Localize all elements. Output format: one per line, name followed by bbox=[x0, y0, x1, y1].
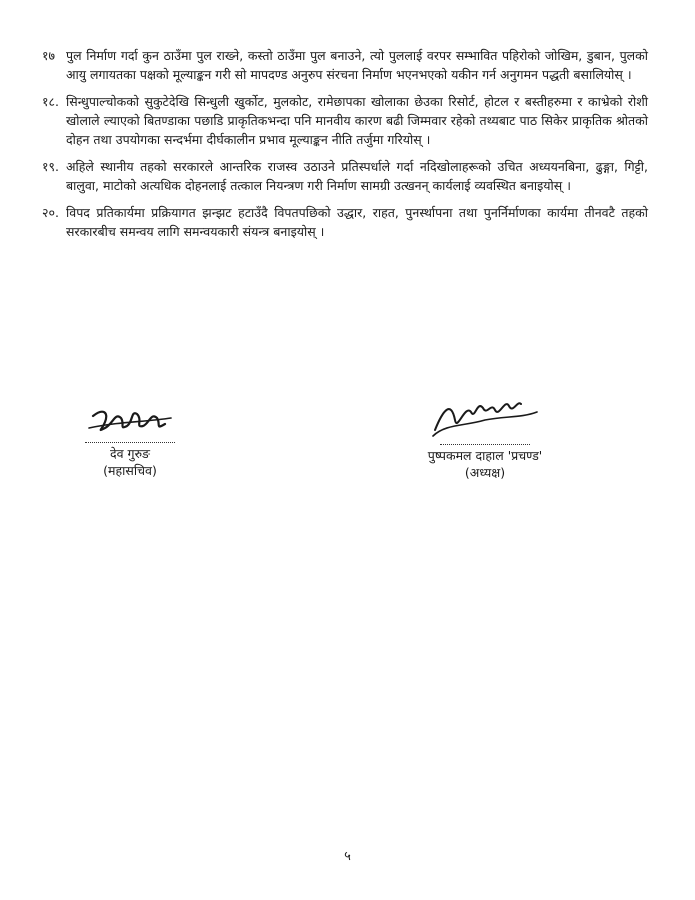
handwritten-signature-icon bbox=[75, 398, 185, 442]
handwritten-signature-icon bbox=[425, 390, 545, 444]
list-item bbox=[42, 46, 648, 84]
signatory-role: (महासचिव) bbox=[103, 463, 157, 478]
page-number: ५ bbox=[344, 849, 351, 864]
signature-block-left bbox=[60, 398, 200, 479]
list-item bbox=[42, 92, 648, 149]
item-number: १९. bbox=[42, 159, 59, 174]
signature-line bbox=[440, 444, 530, 445]
signature-line bbox=[85, 442, 175, 443]
item-text: अहिले स्थानीय तहको सरकारले आन्तरिक राजस्व उठाउने प्रतिस्पर्धाले गर्दा नदिखोलाहरूको उचित अध्ययनबिना, ढुङ्गा, गिट्टी, बालुवा, माटोको अत्यधिक दोहनलाई तत्काल नियन्त्रण गरी निर्माण सामग्री उत्खनन् कार्यलाई व्यवस्थित बनाइयोस् । bbox=[66, 159, 648, 193]
signatory-name: देव गुरुङ bbox=[109, 446, 151, 461]
list-item bbox=[42, 203, 648, 241]
item-number: १७ bbox=[42, 48, 56, 63]
signatory-role: (अध्यक्ष) bbox=[464, 465, 506, 480]
item-text: पुल निर्माण गर्दा कुन ठाउँमा पुल राख्ने, कस्तो ठाउँमा पुल बनाउने, त्यो पुललाई वरपर सम्भावित पहिरोको जोखिम, डुबान, पुलको आयु लगायतका पक्षको मूल्याङ्कन गरी सो मापदण्ड अनुरुप संरचना निर्माण भएनभएको यकीन गर्न अनुगमन पद्धती बसालियोस् । bbox=[66, 48, 648, 82]
item-text: विपद प्रतिकार्यमा प्रक्रियागत झन्झट हटाउँदै विपतपछिको उद्धार, राहत, पुनर्स्थापना तथा पुनर्निर्माणका कार्यमा तीनवटै तहको सरकारबीच समन्वय लागि समन्वयकारी संयन्त्र बनाइयोस् । bbox=[66, 205, 648, 239]
item-number: २०. bbox=[42, 205, 59, 220]
item-number: १८. bbox=[42, 94, 59, 109]
list-item bbox=[42, 157, 648, 195]
resolution-list bbox=[42, 46, 648, 249]
item-text: सिन्धुपाल्चोकको सुकुटेदेखि सिन्धुली खुर्कोट, मुलकोट, रामेछापका खोलाका छेउका रिसोर्ट, होटल र बस्तीहरुमा र काभ्रेको रोशी खोलाले ल्याएको बितण्डाका पछाडि प्राकृतिकभन्दा पनि मानवीय कारण बढी जिम्मवार रहेको तथ्यबाट पाठ सिकेर प्राकृतिक श्रोतको दोहन तथा उपयोगका सन्दर्भमा दीर्घकालीन प्रभाव मूल्याङ्कन नीति तर्जुमा गरियोस् । bbox=[66, 94, 648, 147]
signature-block-right bbox=[405, 390, 565, 481]
signatory-name: पुष्पकमल दाहाल 'प्रचण्ड' bbox=[427, 448, 543, 463]
